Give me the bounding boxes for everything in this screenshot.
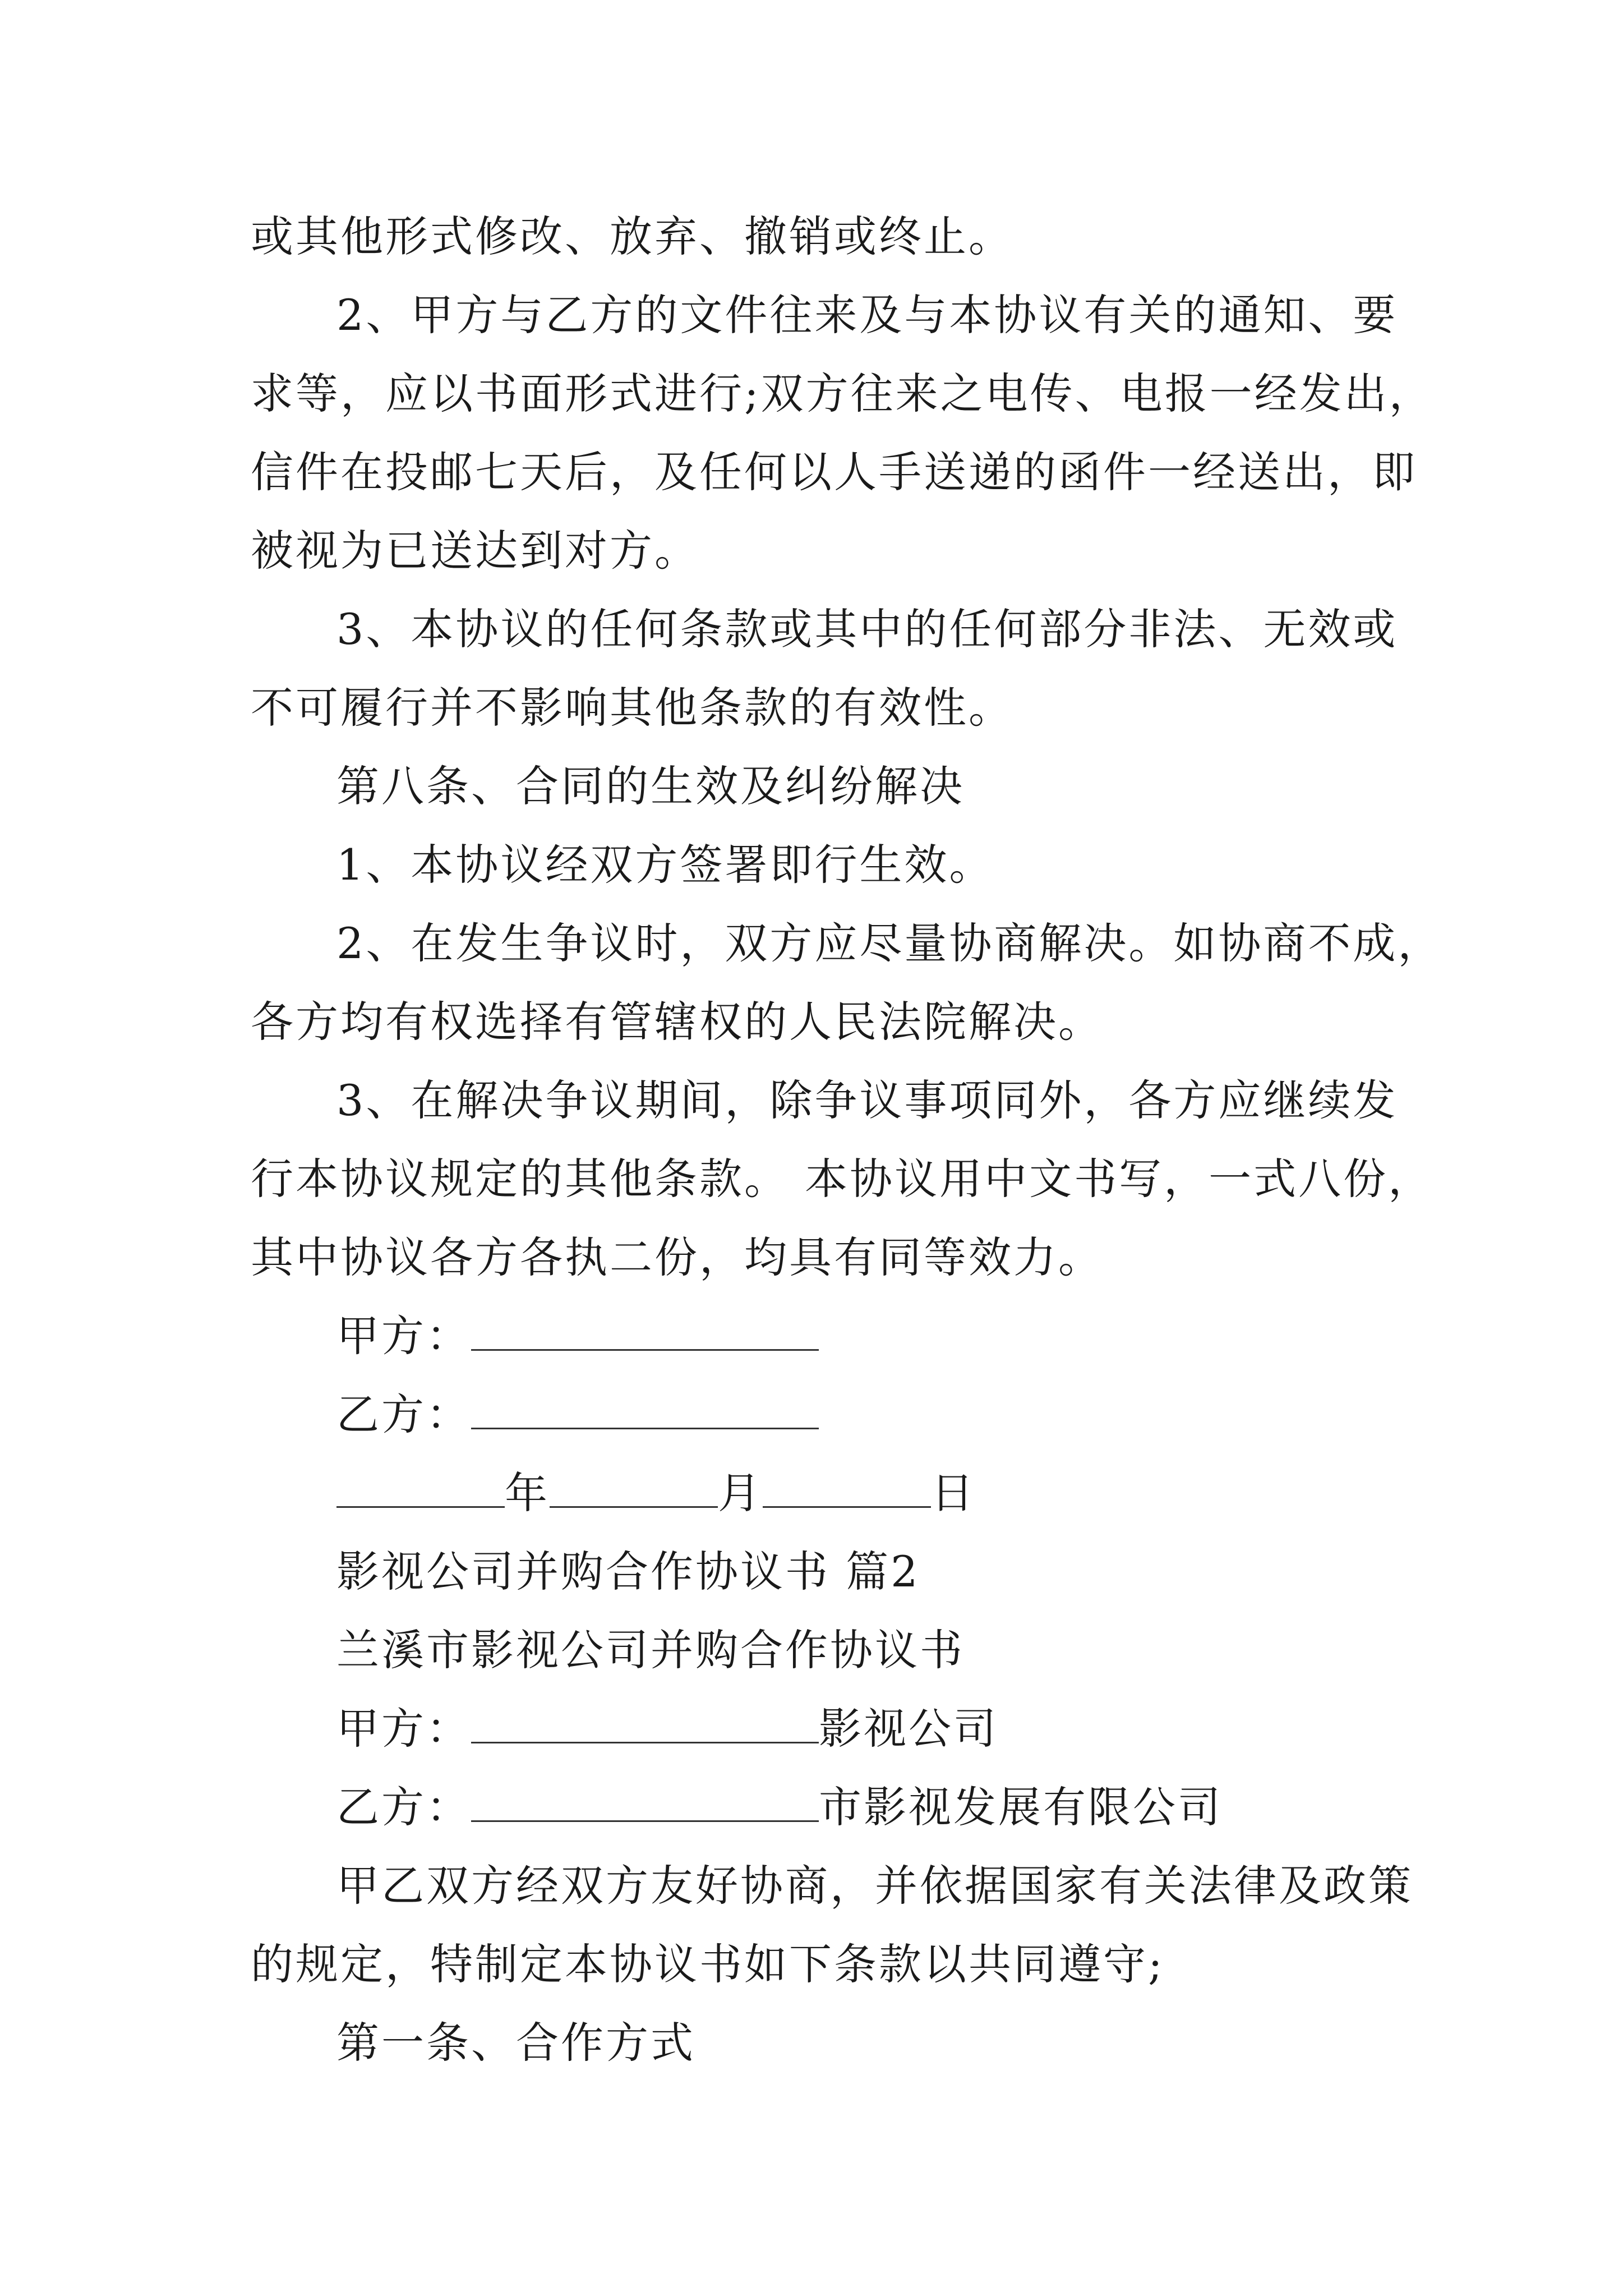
paragraph-line: 不可履行并不影响其他条款的有效性。 [251, 683, 1013, 733]
paragraph-line: 2、甲方与乙方的文件往来及与本协议有关的通知、要 [336, 290, 1398, 340]
paragraph-line: 甲乙双方经双方友好协商，并依据国家有关法律及政策 [336, 1861, 1413, 1911]
paragraph-line: 信件在投邮七天后，及任何以人手送递的函件一经送出，即 [251, 447, 1417, 497]
paragraph-line: 3、本协议的任何条款或其中的任何部分非法、无效或 [336, 604, 1398, 654]
party-b-blank [471, 1388, 819, 1429]
agreement-title: 兰溪市影视公司并购合作协议书 [336, 1625, 965, 1675]
party-b-blank [471, 1781, 819, 1822]
paragraph-line: 求等，应以书面形式进行;双方往来之电传、电报一经发出， [251, 369, 1434, 418]
signature-date [336, 1465, 976, 1521]
paragraph-line: 各方均有权选择有管辖权的人民法院解决。 [251, 997, 1103, 1047]
year-label: 年 [505, 1468, 550, 1518]
party-a-blank [471, 1310, 819, 1351]
party-a-label: 甲方： [336, 1704, 471, 1754]
signature-party-b [336, 1387, 819, 1443]
party-a-blank [471, 1703, 819, 1743]
paragraph-line: 被视为已送达到对方。 [251, 526, 699, 576]
paragraph-line: 或其他形式修改、放弃、撤销或终止。 [251, 211, 1013, 261]
article-heading: 第八条、合同的生效及纠纷解决 [336, 761, 965, 811]
paragraph-line: 1、本协议经双方签署即行生效。 [336, 840, 994, 890]
party-b-suffix: 市影视发展有限公司 [819, 1782, 1223, 1832]
paragraph-line: 其中协议各方各执二份，均具有同等效力。 [251, 1232, 1103, 1282]
day-label: 日 [931, 1468, 976, 1518]
year-blank [336, 1467, 505, 1508]
party-a-suffix: 影视公司 [819, 1704, 998, 1754]
paragraph-line: 行本协议规定的其他条款。 本协议用中文书写，一式八份， [251, 1154, 1433, 1204]
day-blank [763, 1467, 931, 1508]
party-a-label: 甲方： [336, 1311, 471, 1361]
agreement-party-b [336, 1779, 1223, 1835]
party-b-label: 乙方： [336, 1389, 471, 1439]
party-b-label: 乙方： [336, 1782, 471, 1832]
signature-party-a [336, 1308, 819, 1364]
month-blank [550, 1467, 718, 1508]
month-label: 月 [718, 1468, 763, 1518]
paragraph-line: 2、在发生争议时，双方应尽量协商解决。如协商不成， [336, 918, 1443, 968]
paragraph-line: 3、在解决争议期间，除争议事项同外，各方应继续发 [336, 1075, 1398, 1125]
paragraph-line: 的规定，特制定本协议书如下条款以共同遵守; [251, 1939, 1165, 1989]
article-heading: 第一条、合作方式 [336, 2018, 695, 2068]
agreement-party-a [336, 1701, 998, 1757]
section-heading: 影视公司并购合作协议书 篇2 [336, 1547, 920, 1596]
